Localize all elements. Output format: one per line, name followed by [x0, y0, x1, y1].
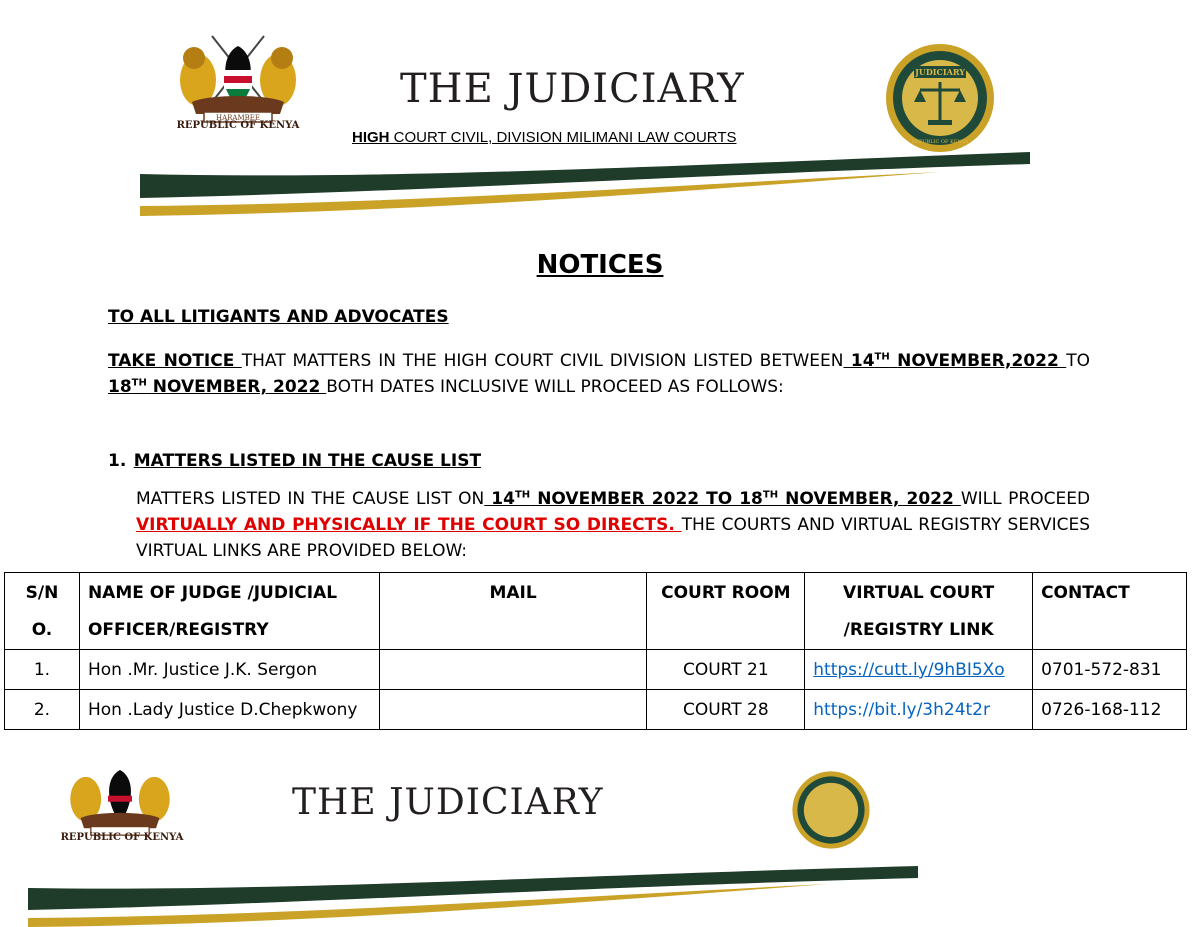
court-line: [352, 129, 737, 146]
section1-d2-rest: NOVEMBER, 2022: [778, 489, 961, 509]
footer-swoosh-banner: [28, 858, 918, 927]
republic-caption: REPUBLIC OF KENYA: [176, 120, 300, 131]
seal-text-bottom: REPUBLIC OF KENYA: [911, 139, 969, 145]
republic-caption-footer: REPUBLIC OF KENYA: [60, 832, 184, 843]
row1-room: COURT 21: [647, 650, 805, 690]
seal-text-top: JUDICIARY: [915, 67, 965, 77]
section1-d1-sup: TH: [514, 489, 531, 501]
court-line-rest: COURT CIVIL, DIVISION MILIMANI LAW COURTS: [389, 129, 737, 146]
section1-red-notice: VIRTUALLY AND PHYSICALLY IF THE COURT SO DIRECTS.: [136, 515, 682, 535]
date2-rest: NOVEMBER, 2022: [146, 377, 327, 397]
row1-contact: 0701-572-831: [1033, 650, 1187, 690]
date1-rest: NOVEMBER,2022: [897, 351, 1067, 371]
judiciary-title: THE JUDICIARY: [400, 66, 745, 112]
row2-room: COURT 28: [647, 690, 805, 730]
judiciary-seal-footer-icon: [776, 770, 886, 850]
notices-heading: NOTICES: [536, 250, 664, 280]
addressee: [108, 304, 449, 330]
take-notice-paragraph: [108, 348, 1090, 400]
section1-d1-rest: NOVEMBER 2022 TO 18: [530, 489, 763, 509]
date1-sup: TH: [874, 351, 890, 363]
date2-sup: TH: [131, 377, 147, 389]
col-header-room: COURT ROOM: [647, 573, 805, 650]
court-line-bold: HIGH: [352, 129, 390, 146]
row2-sn: 2.: [5, 690, 80, 730]
section1-d2-sup: TH: [762, 489, 779, 501]
section1-tail: THE COURTS AND VIRTUAL REGISTRY SERVICES VIRTUAL LINKS ARE PROVIDED BELOW:: [136, 515, 1090, 561]
row1-mail: [379, 650, 647, 690]
section1-start: MATTERS LISTED IN THE CAUSE LIST ON: [136, 489, 485, 509]
to-text: TO: [1066, 351, 1091, 371]
section1-paragraph: [136, 486, 1090, 564]
col-header-mail: MAIL: [379, 573, 647, 650]
row1-virtual-link[interactable]: https://cutt.ly/9hBI5Xo: [813, 660, 1005, 680]
links-table: [4, 572, 1187, 730]
judiciary-seal-icon: [884, 42, 996, 154]
row2-mail: [379, 690, 647, 730]
col-header-name: NAME OF JUDGE /JUDICIAL OFFICER/REGISTRY: [79, 573, 379, 650]
col-header-sn: S/N O.: [5, 573, 80, 650]
take-notice-text1: THAT MATTERS IN THE HIGH COURT CIVIL DIVISION LISTED BETWEEN: [241, 351, 844, 371]
row2-virtual-link[interactable]: https://bit.ly/3h24t2r: [813, 700, 990, 720]
table-header-row: [5, 573, 1187, 650]
row2-contact: 0726-168-112: [1033, 690, 1187, 730]
row1-sn: 1.: [5, 650, 80, 690]
addressee-text: TO ALL LITIGANTS AND ADVOCATES: [108, 307, 449, 327]
date2-day: 18: [108, 377, 132, 397]
take-notice-text2: BOTH DATES INCLUSIVE WILL PROCEED AS FOLLOWS:: [326, 377, 784, 397]
row1-name: Hon .Mr. Justice J.K. Sergon: [79, 650, 379, 690]
section1-mid: WILL PROCEED: [960, 489, 1091, 509]
section1-number: 1.: [108, 451, 127, 471]
table-row: [5, 690, 1187, 730]
section1-heading-row: [108, 448, 481, 474]
date1-day: 14: [843, 351, 875, 371]
section1-heading: MATTERS LISTED IN THE CAUSE LIST: [133, 451, 482, 471]
take-notice-lead: TAKE NOTICE: [108, 351, 242, 371]
col-header-contact: CONTACT: [1033, 573, 1187, 650]
header-swoosh-banner: [140, 146, 1030, 218]
motto-text: HARAMBEE: [215, 114, 261, 122]
table-row: [5, 650, 1187, 690]
col-header-link: VIRTUAL COURT /REGISTRY LINK: [805, 573, 1033, 650]
judiciary-title-footer: THE JUDICIARY: [292, 782, 604, 823]
section1-d1: 14: [484, 489, 515, 509]
row2-name: Hon .Lady Justice D.Chepkwony: [79, 690, 379, 730]
